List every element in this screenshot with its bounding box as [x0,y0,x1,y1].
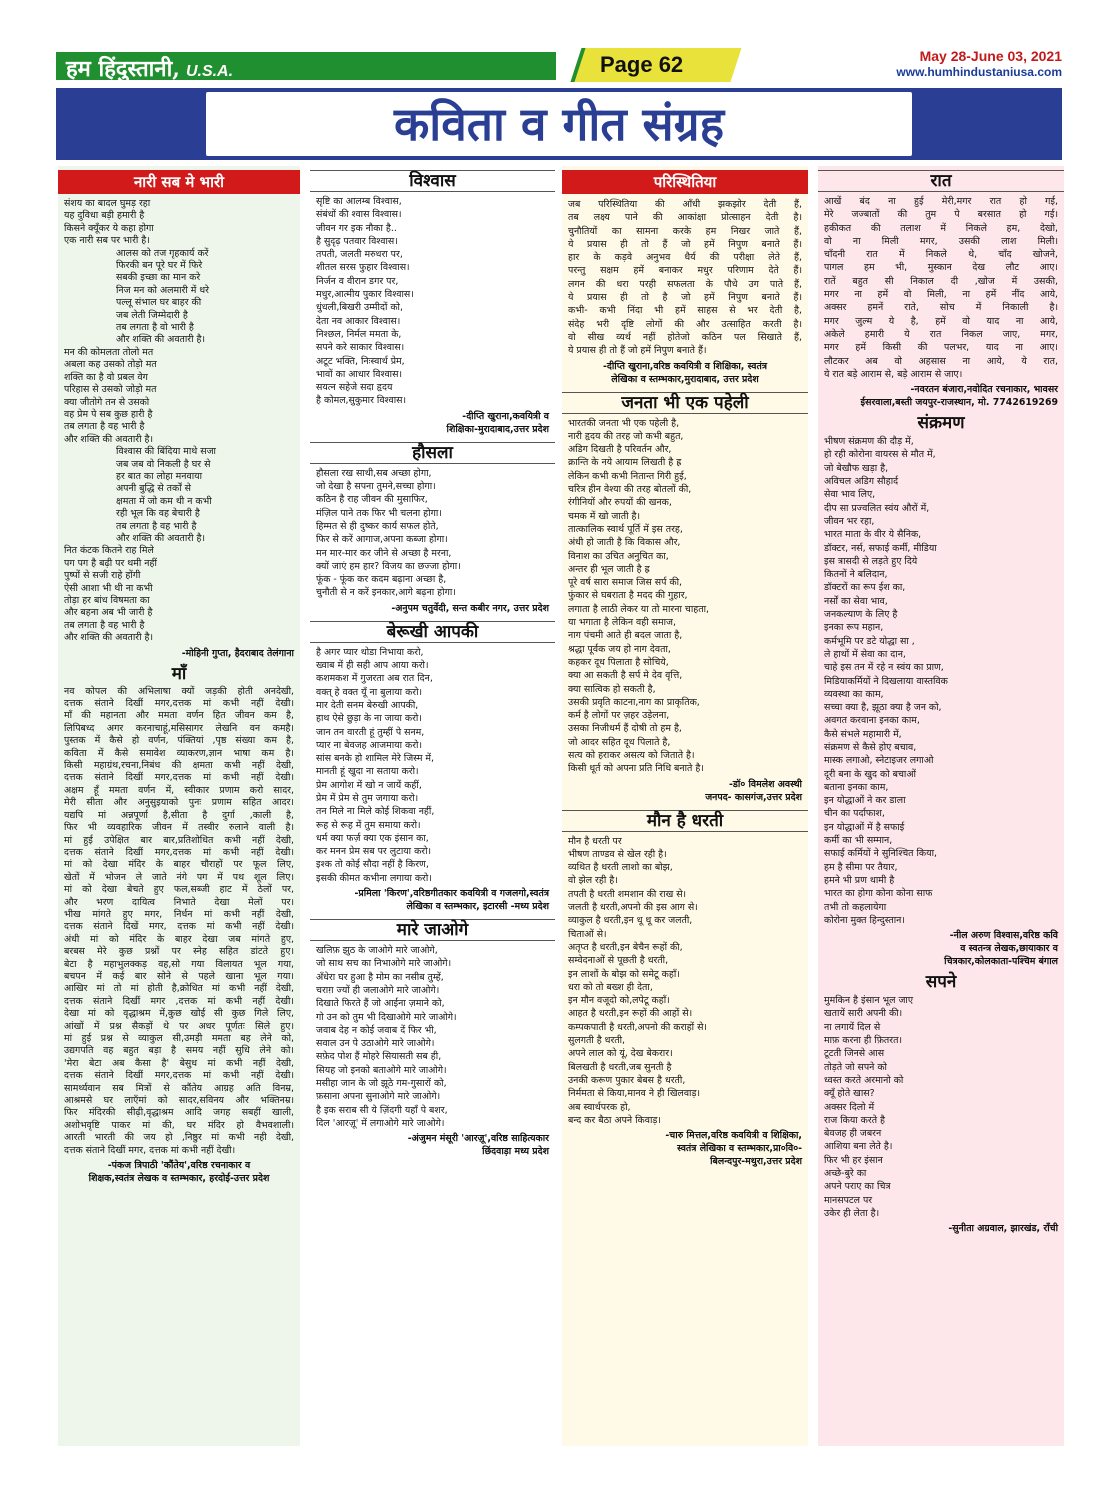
poem-text: आलस को तज गृहकार्य करें फिरकी बन पूरे घर में फिरे सबकी इच्छा का मान करे निज मन को अलमारी में धरे पल्लू संभाल घर बाहर की जब लेती जिम्मेदारी है तब लगता है वो भारी है और शक्ति की अवतारी है। [116,247,209,346]
poem-credit: -दीप्ति खुराना,वरिष्ठ कवयित्री व शिक्षिका, स्वतंत्र लेखिका व स्तम्भकार,मुरादाबाद, उत्तर प्रदेश [602,360,767,385]
poem-line: दत्तक संताने दिखीं मगर ,दत्तक मां कभी नहीं देखी। [64,995,294,1007]
poem-line: उद्यगपति वह बहुत बड़ा है समय नहीं सुधि लेने को। [64,1045,294,1057]
poem-line: दत्तक संताने दिखीं मगर,दत्तक मां कभी नहीं देखी। [64,698,294,710]
poem-credit: -चारु मित्तल,वरिष्ठ कवयित्री व शिक्षिका, स्वतंत्र लेखिका व स्तम्भकार,प्रा०वि०- बिलन्दपुर-मथुरा,उत्तर प्रदेश [665,1130,802,1168]
poem-title: माँ [171,663,187,684]
column-4 [818,166,1064,1446]
poem-line: बेटा है महाभुलक्कड़ वह,सो गया विलायत भूल गया, [64,958,294,970]
poem-line: अंधी मां को मंदिर के बाहर देखा जब मांगते हुए, [64,933,294,945]
website-link[interactable]: www.humhindustaniusa.com [896,65,1062,79]
poem-line: चाँदनी रात में निकले थे, चाँद खोजने, [824,249,1058,261]
poem-credit: -दीप्ति खुराना,कवयित्री व शिक्षिका-मुरादाबाद,उत्तर प्रदेश [446,410,549,435]
poem-text: संशय का बादल घुमड़ रहा यह दुविधा बड़ी हमारी है किसने क्यूँकर ये कहा होगा एक नारी सब पर भारी है। [64,198,154,247]
poem-line: मां को देखा मंदिर के बाहर चौराहों पर फूल लिए, [64,859,294,871]
poem-line: चुनौतियों का सामना करके हम निखर जाते हैं, [568,225,802,237]
poem-line: आखिर मां तो मां होती है,क्रोधित मां कभी नहीं देखी, [64,983,294,995]
poem-line: मां को देखा बेचते हुए फल,सब्जी हाट में ठेलों पर, [64,884,294,896]
poem-text [818,195,1064,381]
poem-text: मुमकिन है इंसान भूल जाए खतायें सारी अपनी की। ना लगायें दिल से माफ़ करना ही फ़ितरत। टूटती जिनसे आस तोड़ते जो सपने को ध्वस्त करते अरमानो को क्यूँ होते खास? अक्सर दिलो में राज किया करते है बेवजह ही जबरन आशिया बना लेते है। फिर भी हर इंसान अच्छे-बुरे का अपने पराए का चित्र मानसपटल पर उकेर ही लेता है। [824,995,914,1219]
poem-line: मेरी सीता और अनुसुइयाको पुनः प्रणाम सहित आदर। [64,797,294,809]
poem-credit: -अनुपम चतुर्वेदी, सन्त कबीर नगर, उत्तर प्रदेश [391,602,549,614]
section-banner [56,88,1062,160]
poem-line: दत्तक संताने दिखें मगर, दत्तक मां कभी नहीं देखी। [64,921,294,933]
poem-line: फिर मंदिरकी सीढ़ी,वृद्धाश्रम आदि जगह सबहीं खाली, [64,1107,294,1119]
poem-line: मगर जुल्म ये है, हमें वो याद ना आये, [824,315,1058,327]
poem-line: परन्तु सक्षम हमें बनाकर मधुर परिणाम देते हैं। [568,265,802,277]
poem-text: भारतकी जनता भी एक पहेली है, नारी हृदय की तरह जो कभी बहुत, अडिग दिखती है परिवर्तन और, क्रान्ति के नये आयाम लिखती है ह्र लेकिन कभी कभी नितान्त गिरी हुई, चरित्र हीन वेश्या की तरह बोतलों की, रंगीनियों और रुपयों की खनक, चमक में खो जाती है। तात्कालिक स्वार्थ पूर्ति में इस तरह, अंधी हो जाती है कि विकास और, विनाश का उचित अनुचित का, अन्तर ही भूल जाती है ह्र पूरे वर्ष सारा समाज जिस सर्प की, फुंकार से घबराता है मदद की गुहार, लगाता है लाठी लेकर या तो मारना चाहता, या भगाता है लेकिन वही समाज, नाग पंचमी आते ही बदल जाता है, श्रद्धा पूर्वक जय हो नाग देवता, कहकर दूध पिलाता है सोचिये, क्या आ सकती है सर्प मे देव वृत्ति, क्या सात्विक हो सकती है, उसकी प्रवृति काटना,नाग का प्राकृतिक, कर्म है लोगों पर ज़हर उड़ेलना, उसका निजीधर्म हैं दोषी तो हम है, जो आदर सहित दूध पिलाते है, सत्य को हराकर असत्य को जिताते है। किसी धूर्त को अपना प्रति निधि बनाते है। [568,417,709,775]
poem-line: ये रात बड़े आराम से, बड़े आराम से जाए। [824,368,963,380]
poem-line: कभी- कभी निंदा भी हमें साहस से भर देती है, [568,305,802,317]
poem-credit: -नवरतन बंजारा,नवोदित रचनाकार, भावसर ईसरवाला,बस्ती जयपुर-राजस्थान, मो. 7742619269 [860,384,1058,409]
poem-line: संदेह भरी दृष्टि लोगों की और उत्साहित करती है। [568,318,802,330]
banner-title: कविता व गीत संग्रह [393,97,725,151]
poem-credit: -अंजुमन मंसूरी 'आरज़ू',वरिष्ठ साहित्यकार छिंदवाड़ा मध्य प्रदेश [407,1133,549,1158]
poem-credit: -प्रमिला 'किरण',वरिष्ठगीतकार कवयित्री व गजलगो,स्वतंत्र लेखिका व स्तम्भकार, इटारसी -मध्य प्रदेश [354,888,549,913]
poem-line: आरती भारती की जय हो ,निष्ठुर मां कभी नही देखी, [64,1132,294,1144]
poem-title: हौसला [310,442,555,464]
banner-inner [206,92,912,156]
poem-line: और भरण दायित्व निभाते देखा मेलों पर। [64,896,294,908]
poem-title: संक्रमण [917,413,965,434]
poem-title: मौन है धरती [562,810,808,832]
poem-line: मेरे जज्बातों की तुम पे बरसात हो गई। [824,209,1058,221]
poem-line: बरबस मेरे कुछ प्रश्नों पर स्नेह सहित डांटते हुए। [64,946,294,958]
poem-line: देखा मां को वृद्धाश्रम में,कुछ खोई सी कुछ गिले लिए, [64,1008,294,1020]
poem-line: सामर्थ्यवान सब मित्रों से कौंतेय आग्रह अति विनम्र, [64,1082,294,1094]
poem-line: बचपन में कई बार सोने से पहले खाना भूल गया। [64,970,294,982]
poem-line: अक्सर हमनें राते, सोच में निकाली है। [824,302,1058,314]
poem-line: मगर हमें किसी की पलभर, याद ना आए। [824,342,1058,354]
poem-line: माँ की महानता और ममता वर्णन हित जीवन कम है, [64,710,294,722]
poem-line: लौटकर अब वो अहसास ना आये, ये रात, [824,355,1058,367]
poem-line: वो सीख व्यर्थ नहीं होतेजो कठिन पल सिखाते हैं, [568,331,802,343]
poem-line: दत्तक संताने दिखीं मगर,दत्तक मां कभी नहीं देखी। [64,772,294,784]
poem-line: मां हुई उपेक्षित बार बार,प्रतिशोधित कभी नहीं देखी, [64,834,294,846]
poem-line: दत्तक संताने दिखीं मगर,दत्तक मां कभी नहीं देखी। [64,846,294,858]
poem-line: अशोभवृष्टि पाकर मां की, घर मंदिर हो वैभवशाली। [64,1119,294,1131]
poem-credit: -नील अरुण विश्वास,वरिष्ठ कवि व स्वतन्त्र लेखक,छायाकार व चित्रकार,कोलकाता-पश्चिम बंगाल [944,930,1058,968]
paper-name-bar [56,52,556,80]
poem-line: नव कोपल की अभिलाषा क्यों जड़की होती अनदेखी, [64,685,294,697]
poem-text: है अगर प्यार थोडा निभाया करो, ख्वाब में ही सही आप आया करो। कशमकश में गुजरता अब रात दिन, वक्त् हे वक्त यूँ ना बुलाया करो। मार देती सनम बेरुखी आपकी, हाथ ऐसे छुड़ा के ना जाया करो। जान तन वारती हूं तुम्हीं पे सनम, प्यार ना बेवजह आजमाया करो। सांस बनके हो शामिल मेरे जिस्म में, मानती हूं खुदा ना सताया करो। प्रेम आगोश में खो न जायें कहीं, प्रेम में प्रेम से तुम जगाया करो। तन मिले ना मिले कोई शिकवा नहीं, रूह से रूह में तुम समाया करो। धर्म क्या फर्ज़ क्या एक इंसान का, कर मनन प्रेम सब पर लुटाया करो। इश्क तो कोई सौदा नहीं है किरण, इसकी कीमत कभीना लगाया करो। [316,646,435,884]
poem-credit: -पंकज त्रिपाठी 'कौंतेय',वरिष्ठ रचनाकार व शिक्षक,स्वतंत्र लेखक व स्तम्भकार, हरदोई-उत्तर प्रदेश [88,1160,270,1185]
poem-title: जनता भी एक पहेली [562,392,808,414]
poem-line: जब परिस्थितिया की आँधी झकझोर देती हैं, [568,199,802,210]
masthead [56,44,1062,84]
issue-date: May 28-June 03, 2021 [919,48,1062,64]
poem-line: कविता में कैसे समावेश व्याकरण,ज्ञान भाषा कम है। [64,747,294,759]
poem-credit: -मोहिनी गुप्ता, हैदराबाद तेलंगाना [181,647,294,659]
poem-title: रात [818,170,1064,192]
poem-line: फिर भी व्यवहारिक जीवन में तस्वीर रुलाने वाली है। [64,822,294,834]
poem-text: भीषण संक्रमण की दौड़ में, हो रही कोरोना वायरस से मौत में, जो बेखौफ खड़ा है, अविचल अडिग सौहार्द सेवा भाव लिए, दीप सा प्रज्वलित स्वंय औरों में, जीवन भर रहा, भारत माता के वीर ये सैनिक, डॉक्टर, नर्स, सफाई कर्मी, मीडिया इस त्रासदी से लड़ते हुए दिये कितनों ने बलिदान, डॉक्टरों का रूप ईश का, नर्सों का सेवा भाव, जनकल्याण के लिए है इनका रूप महान, कर्मभूमि पर डटे योद्धा सा , ले हाथों में सेवा का दान, चाहे इस तन में रहे न स्वंय का प्राण, मिडियाकर्मियों ने दिखलाया वास्तविक व्यवस्था का काम, सच्चा क्या है, झूठा क्या है जन को, अवगत करवाना इनका काम, कैसे संभले महामारी में, संक्रमण से कैसे होए बचाव, मास्क लगाओ, स्नेटाइजर लगाओ दूरी बना के खुद को बचाओं बताना इनका काम, इन योद्धाओं ने कर डाला चीन का पर्दाफाश, इन योद्धाओं में है सफाई कर्मी का भी सम्मान, सफाई कर्मियों ने सुनिश्चित किया, हम है सीमा पर तैयार, हमने भी प्रण थामी है भारत का होगा कोना कोना साफ तभी तो कहलायेगा कोरोना मुक्त हिन्दुस्तान। [824,436,948,926]
poem-line: 'मेरा बेटा अब कैसा है' बेसुध मां कभी नहीं देखी, [64,1057,294,1069]
poem-title: बेरूखी आपकी [310,621,555,643]
page-number-tab [570,48,741,82]
poem-line: लगन की धरा परही सफलता के पौधे उग पाते हैं, [568,278,802,290]
poem-line: आंखों में प्रश्न सैकड़ों थे पर अधर पूर्णतः सिले हुए। [64,1020,294,1032]
poem-line: रातें बहुत सी निकाल दी ,खोज में उसकी, [824,275,1058,287]
poem-line: ये प्रयास ही तो हैं जो हमें निपुण बनाते हैं। [568,345,707,357]
poem-title: सपने [925,972,957,993]
column-2 [310,166,555,1446]
poem-line: मां हुई प्रश्न से व्याकुल सी,उमड़ी ममता बह लेने को, [64,1033,294,1044]
masthead-meta [896,48,1062,80]
poem-line: ये प्रयास ही तो हैं जो हमें निपुण बनाते हैं। [568,238,802,250]
paper-name-text: हम हिंदुस्तानी, [66,56,180,82]
column-1 [58,166,300,1446]
poem-line: हार के कड़वे अनुभव धैर्य की परीक्षा लेते हैं, [568,252,802,264]
page-number: Page 62 [600,52,684,77]
paper-region: U.S.A. [185,63,234,80]
poem-credit: -डॉ० विमलेश अवस्थी जनपद- कासगंज,उत्तर प्रदेश [705,778,802,803]
poem-text: खलिफ़ झुठ के जाओगे मारे जाओगे, जो साथ सच का निभाओगे मारे जाओगे। अँधेरा घर हुआ है मोम का नसीब तुम्हें, चराग़ ज्यों ही जलाओगे मारे जाओगे। दिखाते फिरते हैं जो आईना ज़माने को, गो उन को तुम भी दिखाओगे मारे जाओगे। जवाब देह न कोई जवाब दें फिर भी, सवाल उन पे उठाओगे मारे जाओगे। सफ़ेद पोश हैं मोहरे सियासती सब ही, सियह जो इनको बताओगे मारे जाओगे। मसीहा जान के जो झूठे गम-गुसारों को, फ़साना अपना सुनाओगे मारे जाओगे। है इक सराब सी ये ज़िंदगी यहाँ पे बशर, दिल 'आरज़ू' में लगाओगे मारे जाओगे। [316,945,457,1129]
poem-line: आखें बंद ना हुई मेरी,मगर रात हो गई, [824,196,1058,207]
poem-line: अक्षम हूँ ममता वर्णन में, स्वीकार प्रणाम करो सादर, [64,784,294,796]
poem-line: अकेले हमारी ये रात निकल जाए, मगर, [824,328,1058,340]
poem-text: सृष्टि का आलम्ब विश्वास, संबंधों की श्वास विश्वास। जीवन गर इक नौका है.. है सुदृढ़ पतवार विश्वास। तपती, जलती मरुधरा पर, शीतल सरस फुहार विश्वास। निर्जन व वीरान डगर पर, मधुर,आत्मीय पुकार विश्वास। धुंधली,बिखरी उम्मीदों को, देता नव आकार विश्वास। निश्छल, निर्मल ममता के, सपने करे साकार विश्वास। अटूट भक्ति, निःस्वार्थ प्रेम, भावों का आधार विश्वास। सयत्न सहेजे सदा हृदय है कोमल,सुकुमार विश्वास। [316,196,414,407]
column-3 [562,166,808,1446]
poem-text [58,686,300,1157]
poem-text: विश्वास की बिंदिया माथे सजा जब जब वो निकली है घर से हर बात का लोहा मनवाया अपनी बुद्धि से तर्कों से क्षमता में जो कम थी न कभी रही भूल कि वह बेचारी है तब लगता है वह भारी है और शक्ति की अवतारी है। [116,446,216,544]
poem-line: वो ना मिली मगर, उसकी लाश मिली। [824,235,1058,247]
poem-line: यद्यपि मां अन्नपूर्णा है,सीता है दुर्गा ,काली है, [64,809,294,821]
poem-line: खेतों में भोजन ले जाते नंगे पग में पथ शूल लिए। [64,871,294,883]
poem-line: लिपिबध्द अगर करनाचाहूं,मसिसागर लेखनि वन कमहै। [64,722,294,734]
poem-title: नारी सब मे भारी [58,170,300,194]
paper-name [66,53,233,83]
poem-title: मारे जाओगे [310,919,555,941]
poem-line: हकीकत की तलाश में निकले हम, देखो, [824,222,1058,234]
poem-text: हौसला रख साथी,सब अच्छा होगा, जो देखा है सपना तुमने,सच्चा होगा। कठिन है राह जीवन की मुसाफिर, मंज़िल पाने तक फिर भी चलना होगा। हिम्मत से ही दुष्कर कार्य सफल होते, फिर से करें आगाज,अपना कब्जा होगा। मन मार-मार कर जीने से अच्छा है मरना, क्यों जाएं हम हार? विजय का छज्जा होगा। फूंक - फूंक कर कदम बढ़ाना अच्छा है, चुनौती से न करें इनकार,आगे बढ़ना होगा। [316,467,461,599]
poem-line: दत्तक संताने दिखीं मगर,दत्तक मां कभी नहीं देखी। [64,1070,294,1082]
poem-text [562,198,808,358]
poem-line: भीख मांगते हुए मगर, निर्धन मां कभी नहीं देखी, [64,908,294,920]
poem-line: आश्रमसे घर लाएँमां को सादर,सविनय और भक्तिनम्र। [64,1095,294,1107]
poem-text: मौन है धरती पर भीषण ताण्डव से खेल रही है। व्यथित है धरती लाशो का बोझ, वो झेल रही है। तपती है धरती शमशान की राख से। जलती है धरती,अपनो की इस आग से। व्याकुल है धरती,इन धू धू कर जलती, चिताओं से। अतृप्त है धरती,इन बेचैन रूहों की, सम्वेदनाओं से पूछती है धरती, इन लाशों के बोझ को समेटू कहाँ। धरा को तो बख्श ही देता, इन मौन वजूदो को,लपेटू कहाँ। आहत है धरती,इन रूहों की आहों से। कम्पकपाती है धरती,अपनो की कराहों से। सुलगती है धरती, अपने लाल को यूं, देख बेकरार। बिलखती है धरती,जब सुनती है उनकी करूण पुकार बेबस है धरती, निर्ममता से किया,मानव ने ही खिलवाड़। अब स्वार्थपरक हो, बन्द कर बैठा अपने किवाड़। [568,835,707,1126]
poem-line: पुस्तक में कैसे हो वर्णन, पंक्तियां ,पृष्ठ संख्या कम है, [64,735,294,747]
poem-text: मन की कोमलता तोलो मत अबला कह उसको तोड़ो मत शक्ति का है वो प्रबल वेग परिहास से उसको जोड़ो मत क्या जीतोगे तन से उसको वह प्रेम पे सब कुछ हारी है तब लगता है वह भारी है और शक्ति की अवतारी है। [64,346,157,445]
poem-line: पागल हम भी, मुस्कान देख लौट आए। [824,262,1058,274]
poem-text: नित कंटक कितने राह मिले पग पग है बढ़ी पर थमी नहीं पुष्पों से सजी राहे होंगी ऐसी आशा भी थी ना कभी तोड़ा हर बांध विषमता का और बहना अब भी जारी है तब लगता है वह भारी है और शक्ति की अवतारी है। [64,545,157,644]
poem-line: मगर ना हमें वो मिली, ना हमें नींद आये, [824,289,1058,301]
poem-line: तब लक्ष्य पाने की आकांक्षा प्रोत्साहन देती है। [568,212,802,224]
poem-title: विश्वास [310,170,555,192]
poem-title: परिस्थितिया [562,170,808,194]
poem-line: ये प्रयास ही तो है जो हमें निपुण बनाते हैं। [568,292,802,304]
poem-line: किसी महाग्रंथ,रचना,निबंध की क्षमता कभी नहीं देखी, [64,760,294,772]
poem-line: दत्तक संताने दिखीं मगर, दत्तक मां कभी नहीं देखी। [64,1144,236,1156]
poem-credit: -सुनीता अग्रवाल, झारखंड, राँची [948,1223,1058,1235]
